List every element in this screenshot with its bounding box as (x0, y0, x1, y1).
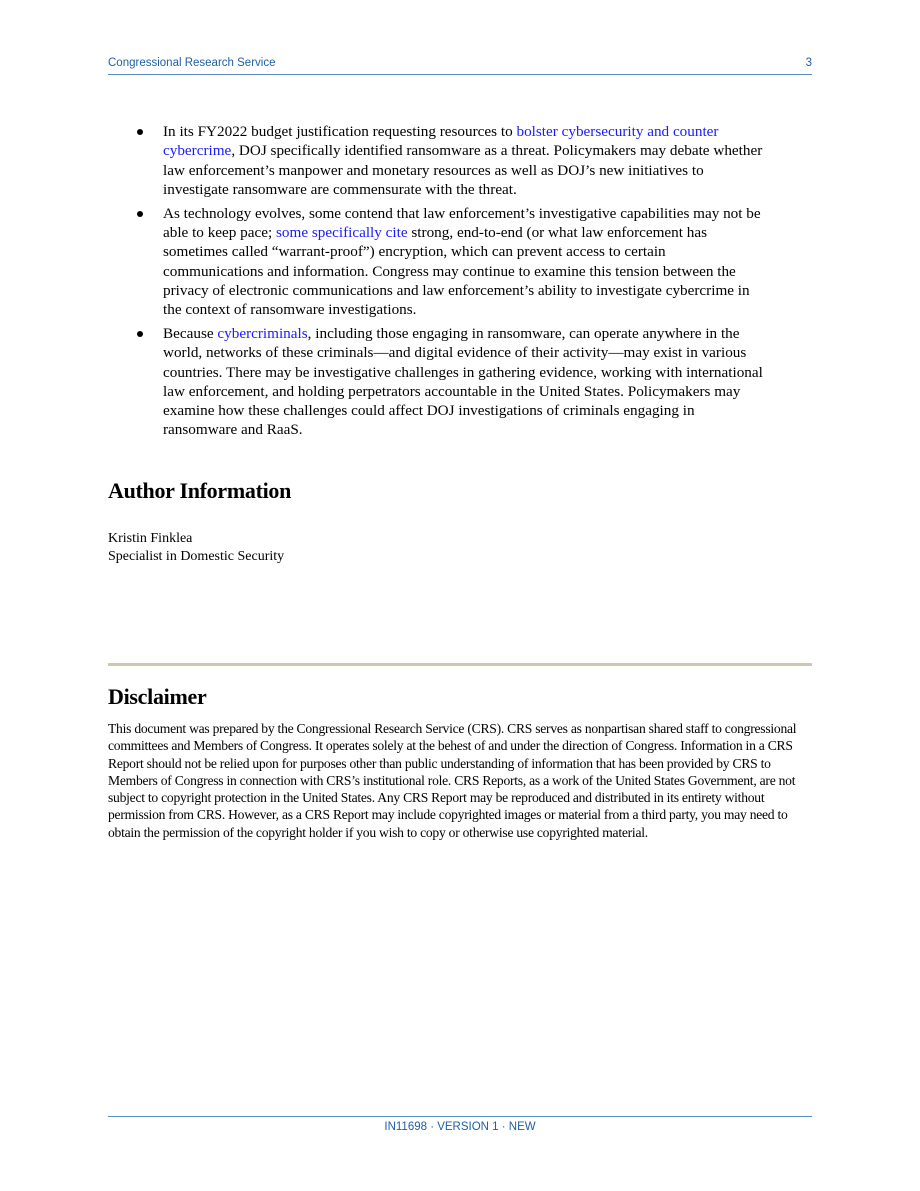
link-bolster-cybersecurity[interactable]: bolster cybersecurity and counter cybercrime (163, 123, 719, 160)
disclaimer-text: This document was prepared by the Congressional Research Service (CRS). CRS serves as nonpartisan shared staff to congressional committees and Members of Congress. It operates solely at the behest of and under the direction of Congress. Information in a CRS Report should not be relied upon for purposes other than public understanding of information that has been provided by CRS to Members of Congress in connection with CRS’s institutional role. CRS Reports, as a work of the United States Government, are not subject to copyright protection in the United States. Any CRS Report may be reproduced and distributed in its entirety without permission from CRS. However, as a CRS Report may include copyrighted images or material from a third party, you may need to obtain the permission of the copyright holder if you wish to copy or otherwise use copyrighted material. (108, 721, 797, 840)
page-number: 3 (805, 57, 812, 69)
page-footer: IN11698 · VERSION 1 · NEW (384, 1121, 536, 1133)
page-header (108, 56, 812, 75)
author-title: Specialist in Domestic Security (108, 549, 285, 564)
bullet-text: In its FY2022 budget justification requesting resources to (163, 123, 517, 140)
footer-divider (108, 1116, 812, 1117)
header-publisher: Congressional Research Service (108, 57, 276, 69)
author-name: Kristin Finklea (108, 531, 193, 546)
list-item (108, 324, 768, 440)
bullet-text: , including those engaging in ransomware, can operate anywhere in the world, networks of these criminals—and digital evidence of their activity—may exist in various countries. There may be investigative challenges in gathering evidence, working with international law enforcement, and holding perpetrators accountable in the United States. Policymakers may examine how these challenges could affect DOJ investigations of criminals engaging in ransomware and RaaS. (163, 324, 763, 439)
author-heading: Author Information (108, 478, 292, 503)
bullet-text: strong, end-to-end (or what law enforcement has sometimes called “warrant-proof”) encryption, which can prevent access to certain communications and information. Congress may continue to examine this tension between the privacy of electronic communications and law enforcement’s ability to investigate cybercrime in the context of ransomware investigations. (163, 223, 750, 319)
author-block (108, 530, 284, 566)
disclaimer-heading: Disclaimer (108, 684, 207, 709)
link-cybercriminals[interactable]: cybercriminals (217, 324, 308, 342)
bullet-text: , DOJ specifically identified ransomware as a threat. Policymakers may debate whether law enforcement’s manpower and monetary resources as well as DOJ’s new initiatives to investigate ransomware are commensurate with the threat. (163, 142, 763, 198)
bullet-text: Because (163, 324, 218, 342)
link-some-specifically-cite[interactable]: some specifically cite (276, 223, 408, 241)
bullet-icon (137, 211, 143, 217)
list-item (108, 122, 768, 199)
bullet-icon (137, 129, 143, 135)
bullet-icon (137, 331, 143, 337)
list-item (108, 204, 768, 320)
bullet-list (108, 122, 768, 444)
bullet-text: As technology evolves, some contend that law enforcement’s investigative capabilities may not be able to keep pace; (163, 204, 761, 241)
section-divider (108, 663, 812, 666)
